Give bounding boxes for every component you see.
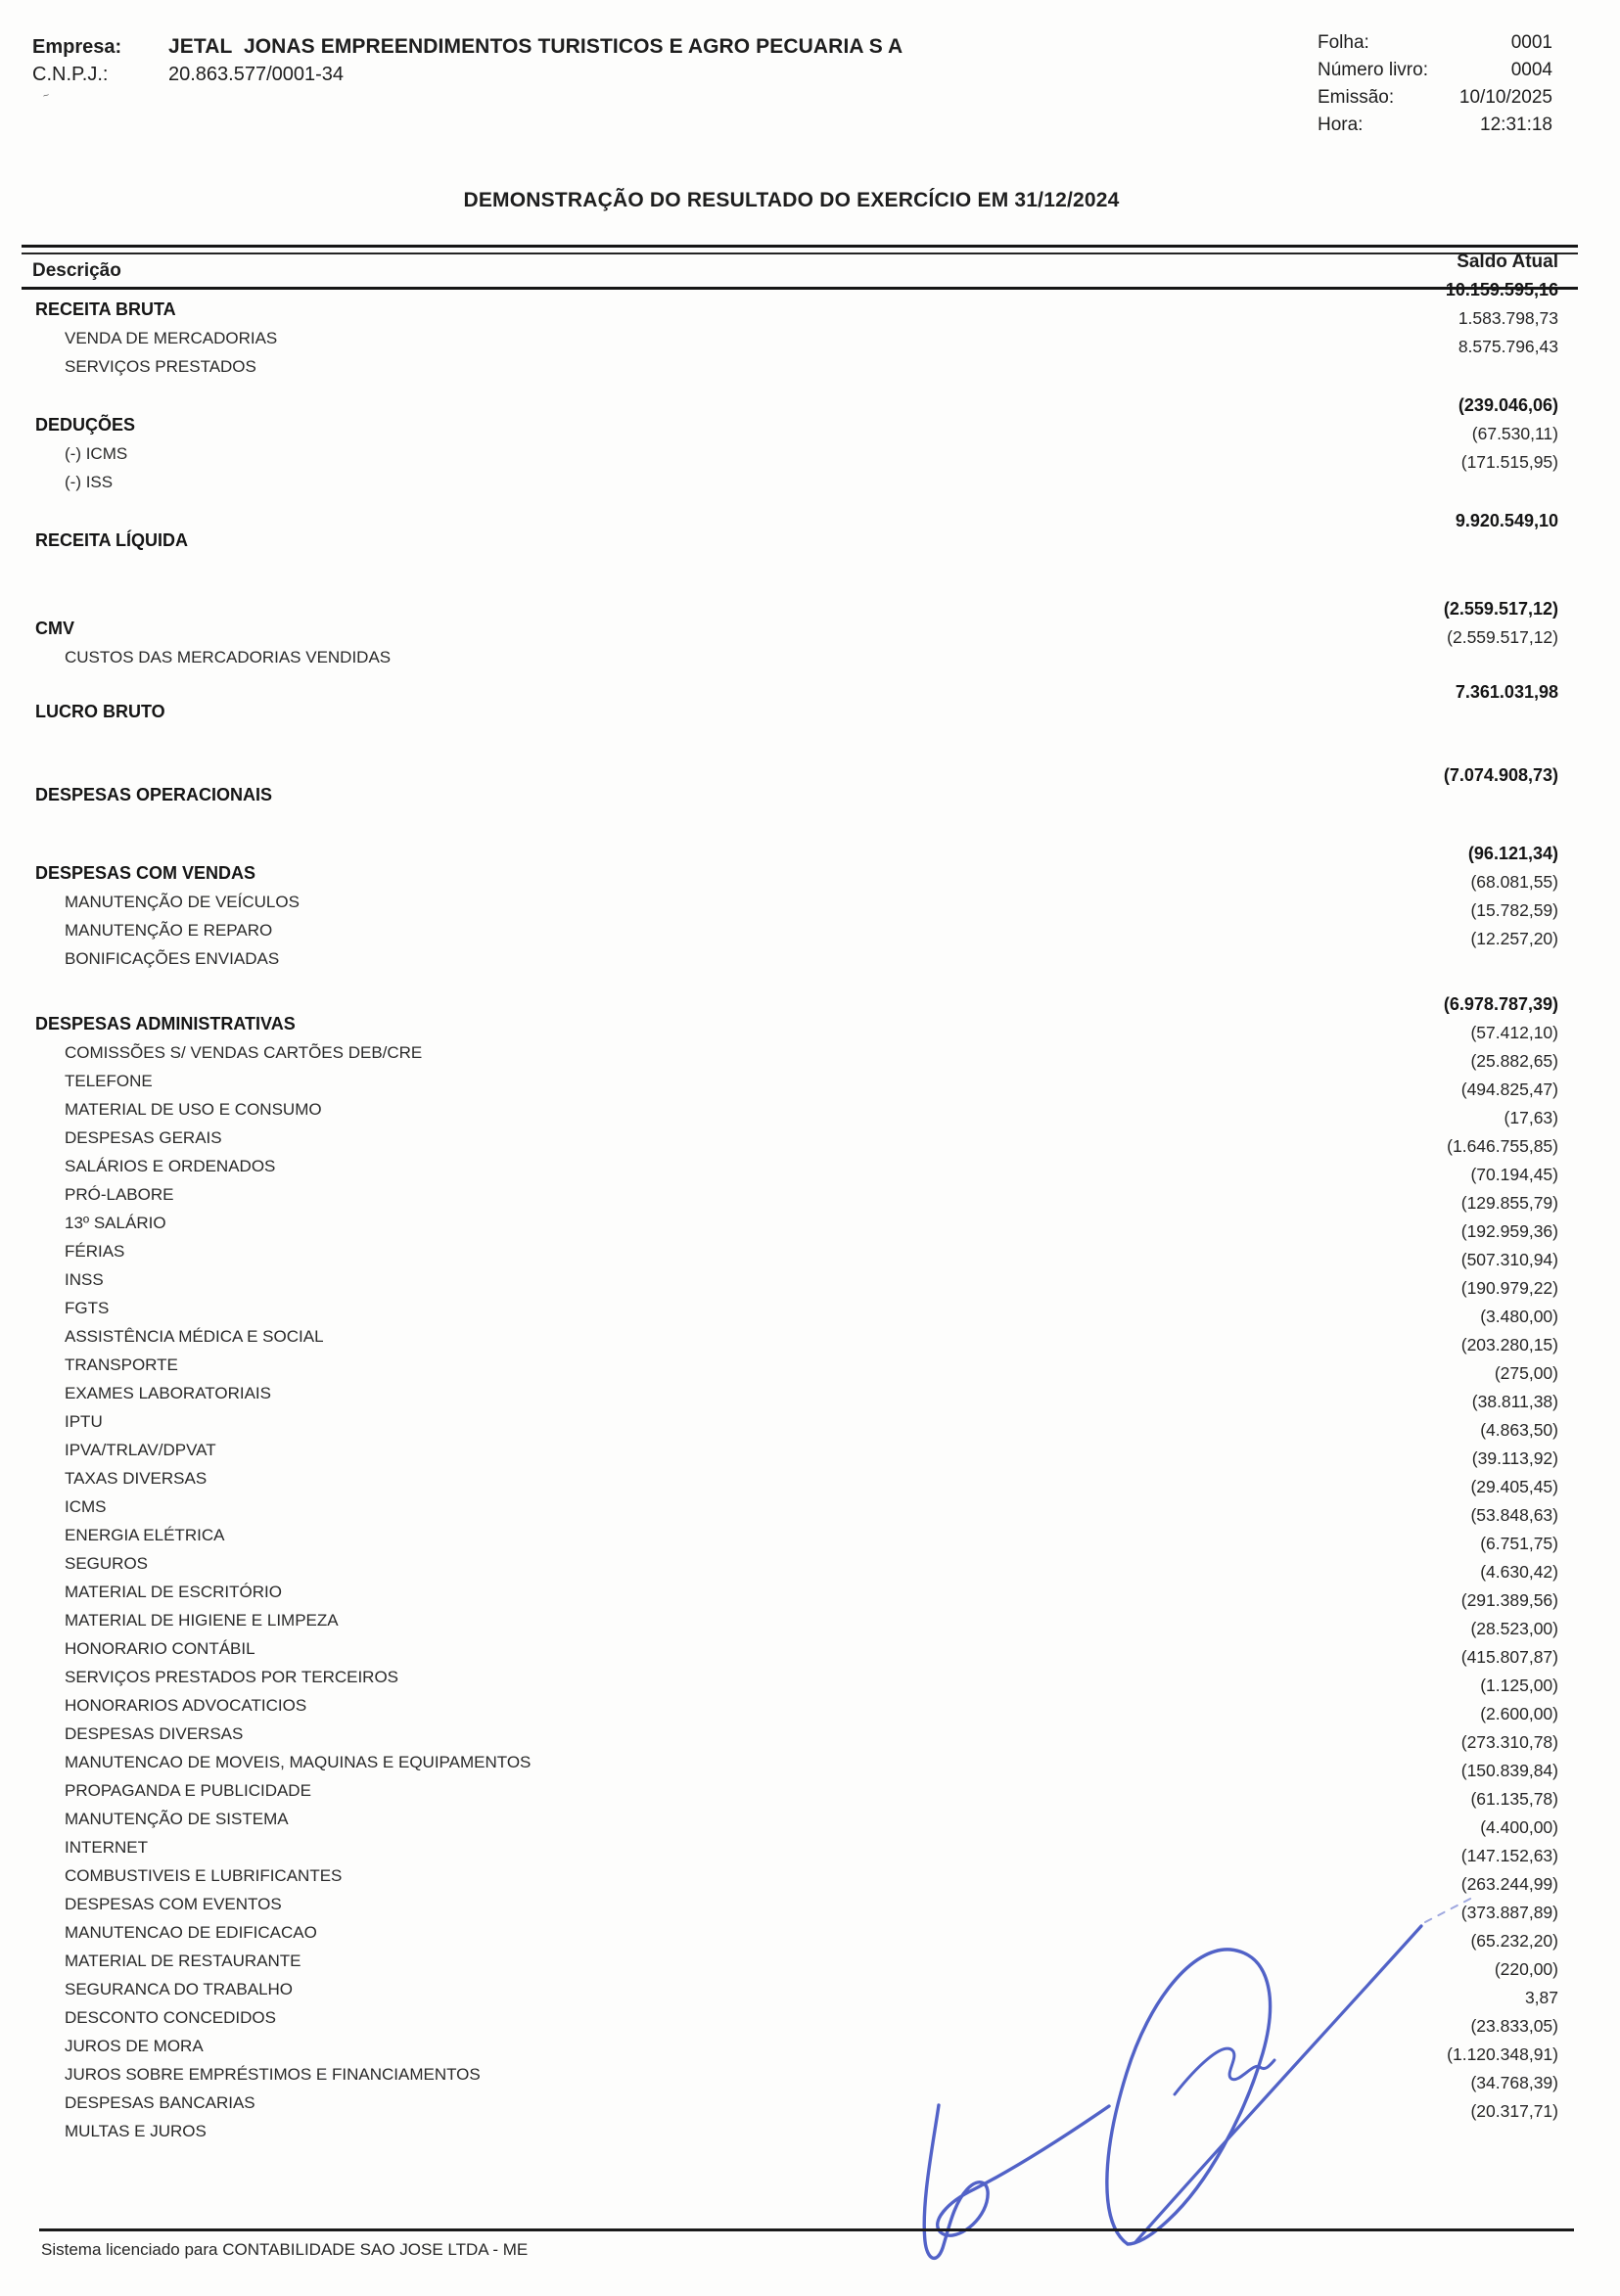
row-value: (220,00) (1494, 1959, 1558, 1979)
row-value: (2.600,00) (1480, 1704, 1558, 1723)
row-value: (239.046,06) (1458, 395, 1558, 415)
row-label: JUROS DE MORA (65, 2037, 204, 2055)
scan-artifact: ~ (41, 89, 52, 103)
row-label: MATERIAL DE HIGIENE E LIMPEZA (65, 1611, 339, 1630)
row-label: DESPESAS BANCARIAS (65, 2093, 255, 2112)
section-row (22, 682, 1578, 726)
row-label: MATERIAL DE USO E CONSUMO (65, 1100, 322, 1119)
row-value: (65.232,20) (1470, 1931, 1558, 1951)
row-label: COMISSÕES S/ VENDAS CARTÕES DEB/CRE (65, 1043, 423, 1062)
statement-section (22, 682, 1578, 726)
row-value: (1.120.348,91) (1447, 2044, 1558, 2064)
row-value: (263.244,99) (1460, 1874, 1558, 1894)
row-value: (96.121,34) (1467, 844, 1558, 863)
meta-row-hora (1318, 112, 1552, 139)
row-label: HONORARIOS ADVOCATICIOS (65, 1696, 307, 1715)
row-value: (2.559.517,12) (1447, 627, 1558, 647)
row-label: TELEFONE (65, 1072, 153, 1090)
row-value: (34.768,39) (1470, 2073, 1558, 2092)
row-value: (275,00) (1494, 1363, 1558, 1383)
row-value: (192.959,36) (1460, 1221, 1558, 1241)
row-label: VENDA DE MERCADORIAS (65, 329, 278, 347)
row-label: SERVIÇOS PRESTADOS POR TERCEIROS (65, 1668, 399, 1686)
row-value: (291.389,56) (1460, 1590, 1558, 1610)
row-value: (70.194,45) (1470, 1165, 1558, 1184)
row-label: DESPESAS GERAIS (65, 1128, 222, 1147)
row-value: (4.400,00) (1480, 1817, 1558, 1837)
row-value: (129.855,79) (1460, 1193, 1558, 1213)
row-value: (28.523,00) (1470, 1619, 1558, 1638)
row-value: (4.630,42) (1480, 1562, 1558, 1582)
row-value: (20.317,71) (1470, 2101, 1558, 2121)
row-value: (373.887,89) (1460, 1903, 1558, 1922)
row-value: (29.405,45) (1470, 1477, 1558, 1496)
statement-section (22, 994, 1578, 2145)
row-label: SALÁRIOS E ORDENADOS (65, 1157, 276, 1175)
row-value: (25.882,65) (1470, 1051, 1558, 1071)
numero-livro-label: Número livro: (1318, 60, 1428, 80)
row-value: 3,87 (1524, 1988, 1558, 2007)
row-label: MANUTENÇÃO E REPARO (65, 921, 273, 940)
row-label: IPVA/TRLAV/DPVAT (65, 1441, 216, 1459)
company-label: Empresa: (32, 36, 122, 58)
row-label: RECEITA LÍQUIDA (35, 530, 188, 550)
row-label: MATERIAL DE ESCRITÓRIO (65, 1583, 282, 1601)
company-row (32, 35, 903, 64)
folha-label: Folha: (1318, 32, 1369, 53)
row-label: DESPESAS DIVERSAS (65, 1724, 244, 1743)
row-label: MANUTENÇÃO DE SISTEMA (65, 1810, 289, 1828)
row-label: ENERGIA ELÉTRICA (65, 1526, 225, 1544)
row-value: (53.848,63) (1470, 1505, 1558, 1525)
row-value: (1.646.755,85) (1447, 1136, 1558, 1156)
row-value: (171.515,95) (1460, 452, 1558, 472)
section-row (22, 844, 1578, 888)
statement-table (22, 245, 1578, 2145)
hora-value: 12:31:18 (1480, 115, 1552, 135)
row-label: (-) ISS (65, 473, 114, 491)
row-value: (15.782,59) (1470, 900, 1558, 920)
row-label: DESCONTO CONCEDIDOS (65, 2008, 276, 2027)
emissao-label: Emissão: (1318, 87, 1395, 108)
page-title: DEMONSTRAÇÃO DO RESULTADO DO EXERCÍCIO EM 31/12/2024 (463, 189, 1120, 211)
row-label: PROPAGANDA E PUBLICIDADE (65, 1781, 311, 1800)
row-label: MATERIAL DE RESTAURANTE (65, 1952, 301, 1970)
row-label: DESPESAS COM EVENTOS (65, 1895, 282, 1913)
cnpj-value: 20.863.577/0001-34 (168, 64, 345, 85)
cnpj-row (32, 64, 903, 92)
row-label: LUCRO BRUTO (35, 702, 165, 721)
row-label: DESPESAS ADMINISTRATIVAS (35, 1014, 296, 1033)
row-label: ICMS (65, 1497, 107, 1516)
row-label: TRANSPORTE (65, 1355, 178, 1374)
row-value: (494.825,47) (1460, 1079, 1558, 1099)
row-label: ASSISTÊNCIA MÉDICA E SOCIAL (65, 1327, 324, 1346)
row-label: JUROS SOBRE EMPRÉSTIMOS E FINANCIAMENTOS (65, 2065, 481, 2084)
row-label: DEDUÇÕES (35, 415, 136, 435)
row-value: (3.480,00) (1480, 1307, 1558, 1326)
row-value: (57.412,10) (1470, 1023, 1558, 1042)
row-value: 7.361.031,98 (1455, 682, 1558, 702)
statement-rows (22, 280, 1578, 2145)
section-row (22, 395, 1578, 439)
row-value: (39.113,92) (1471, 1448, 1558, 1468)
table-header (22, 251, 1578, 290)
row-label: INTERNET (65, 1838, 148, 1857)
row-value: (7.074.908,73) (1443, 765, 1558, 785)
row-value: (17,63) (1504, 1108, 1558, 1127)
row-label: SEGUROS (65, 1554, 149, 1573)
row-value: (6.751,75) (1480, 1534, 1558, 1553)
row-label: (-) ICMS (65, 444, 128, 463)
row-value: 8.575.796,43 (1458, 337, 1558, 356)
row-value: 10.159.595,16 (1445, 280, 1558, 299)
row-value: 1.583.798,73 (1458, 308, 1558, 328)
row-label: MANUTENCAO DE MOVEIS, MAQUINAS E EQUIPAMENTOS (65, 1753, 532, 1771)
row-value: (190.979,22) (1460, 1278, 1558, 1298)
column-description: Descrição (32, 259, 121, 281)
row-value: 9.920.549,10 (1455, 511, 1558, 530)
row-value: (4.863,50) (1480, 1420, 1558, 1440)
row-label: BONIFICAÇÕES ENVIADAS (65, 949, 280, 968)
row-label: HONORARIO CONTÁBIL (65, 1639, 255, 1658)
footer-license-text: Sistema licenciado para CONTABILIDADE SAO JOSE LTDA - ME (41, 2240, 529, 2259)
table-top-rule (22, 245, 1578, 254)
row-value: (415.807,87) (1460, 1647, 1558, 1667)
row-label: 13º SALÁRIO (65, 1214, 166, 1232)
row-label: DESPESAS OPERACIONAIS (35, 785, 273, 804)
row-label: MULTAS E JUROS (65, 2122, 207, 2140)
section-row (22, 765, 1578, 809)
row-value: (147.152,63) (1460, 1846, 1558, 1865)
section-row (22, 280, 1578, 324)
row-value: (67.530,11) (1471, 424, 1558, 443)
row-value: (2.559.517,12) (1443, 599, 1558, 619)
footer-rule (39, 2228, 1574, 2231)
row-label: DESPESAS COM VENDAS (35, 863, 256, 883)
row-value: (507.310,94) (1460, 1250, 1558, 1269)
row-value: (273.310,78) (1460, 1732, 1558, 1752)
company-name: JETAL JONAS EMPREENDIMENTOS TURISTICOS E AGRO PECUARIA S A (168, 35, 903, 58)
row-label: IPTU (65, 1412, 103, 1431)
page-meta (1318, 29, 1552, 139)
row-value: (61.135,78) (1470, 1789, 1558, 1809)
row-label: FÉRIAS (65, 1242, 125, 1261)
row-label: CMV (35, 619, 74, 638)
meta-row-folha (1318, 29, 1552, 57)
row-value: (38.811,38) (1471, 1392, 1558, 1411)
row-label: CUSTOS DAS MERCADORIAS VENDIDAS (65, 648, 392, 666)
statement-section (22, 280, 1578, 381)
section-row (22, 511, 1578, 555)
row-label: SEGURANCA DO TRABALHO (65, 1980, 294, 1998)
hora-label: Hora: (1318, 115, 1364, 135)
row-value: (203.280,15) (1460, 1335, 1558, 1355)
column-saldo-atual: Saldo Atual (1457, 251, 1558, 272)
statement-section (22, 395, 1578, 496)
folha-value: 0001 (1510, 32, 1552, 53)
company-header (32, 35, 903, 92)
row-value: (6.978.787,39) (1443, 994, 1558, 1014)
section-row (22, 994, 1578, 1038)
row-label: PRÓ-LABORE (65, 1185, 174, 1204)
row-label: MANUTENÇÃO DE VEÍCULOS (65, 893, 300, 911)
row-value: (1.125,00) (1480, 1676, 1558, 1695)
meta-row-numero-livro (1318, 57, 1552, 84)
row-label: FGTS (65, 1299, 110, 1317)
statement-section (22, 844, 1578, 973)
section-row (22, 599, 1578, 643)
row-label: EXAMES LABORATORIAIS (65, 1384, 271, 1402)
emissao-value: 10/10/2025 (1458, 87, 1552, 108)
row-label: TAXAS DIVERSAS (65, 1469, 208, 1488)
row-value: (23.833,05) (1470, 2016, 1558, 2036)
statement-section (22, 599, 1578, 671)
row-label: MANUTENCAO DE EDIFICACAO (65, 1923, 317, 1942)
statement-section (22, 511, 1578, 555)
numero-livro-value: 0004 (1510, 60, 1552, 80)
cnpj-label: C.N.P.J.: (32, 64, 109, 85)
meta-row-emissao (1318, 84, 1552, 112)
row-value: (150.839,84) (1460, 1761, 1558, 1780)
row-label: SERVIÇOS PRESTADOS (65, 357, 256, 376)
row-label: INSS (65, 1270, 104, 1289)
row-label: RECEITA BRUTA (35, 299, 176, 319)
statement-section (22, 765, 1578, 809)
row-value: (12.257,20) (1470, 929, 1558, 948)
row-value: (68.081,55) (1470, 872, 1558, 892)
row-label: COMBUSTIVEIS E LUBRIFICANTES (65, 1866, 343, 1885)
